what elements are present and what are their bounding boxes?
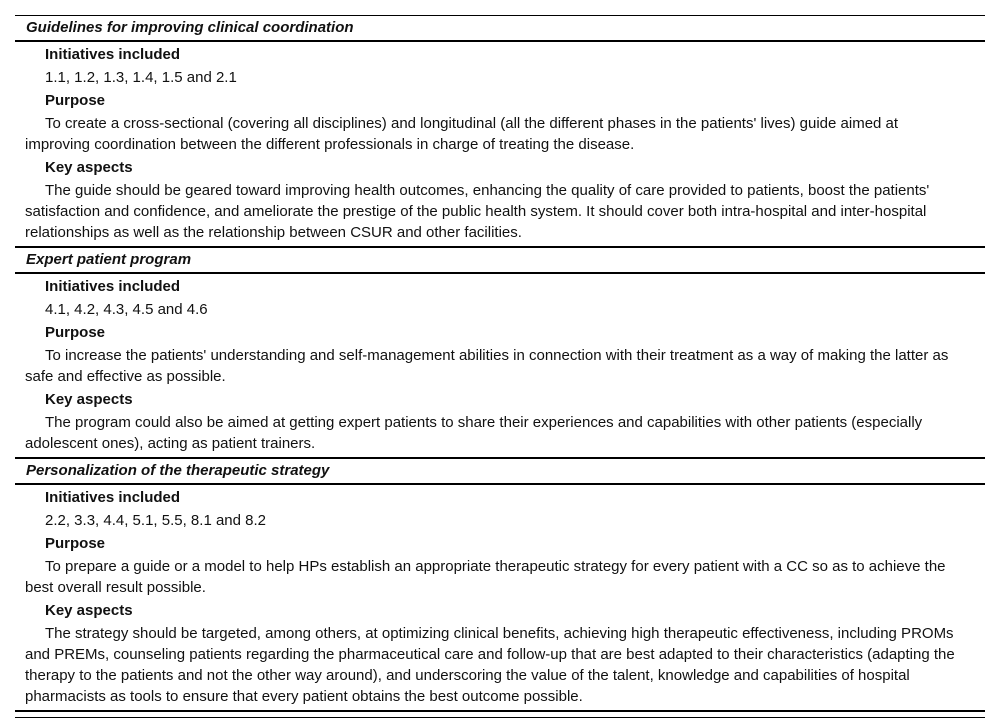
section-body bbox=[15, 487, 985, 712]
table-bottom-rule bbox=[15, 717, 985, 718]
purpose-label: Purpose bbox=[45, 535, 106, 552]
section-title: Expert patient program bbox=[15, 248, 985, 274]
key-aspects-label: Key aspects bbox=[45, 602, 133, 619]
purpose-text: To prepare a guide or a model to help HPs establish an appropriate therapeutic strategy for every patient with a CC so as to achieve the best overall result possible. bbox=[25, 558, 946, 596]
purpose-label: Purpose bbox=[45, 92, 106, 109]
initiatives-value: 2.2, 3.3, 4.4, 5.1, 5.5, 8.1 and 8.2 bbox=[45, 512, 267, 529]
section-body bbox=[15, 44, 985, 248]
initiatives-table bbox=[15, 15, 985, 718]
initiatives-label: Initiatives included bbox=[45, 46, 181, 63]
purpose-label: Purpose bbox=[45, 324, 106, 341]
purpose-text: To increase the patients' understanding and self-management abilities in connection with their treatment as a way of making the latter as safe and effective as possible. bbox=[25, 347, 949, 385]
initiatives-value: 1.1, 1.2, 1.3, 1.4, 1.5 and 2.1 bbox=[45, 69, 237, 86]
key-aspects-label: Key aspects bbox=[45, 391, 133, 408]
initiatives-value: 4.1, 4.2, 4.3, 4.5 and 4.6 bbox=[45, 301, 208, 318]
key-aspects-text: The strategy should be targeted, among others, at optimizing clinical benefits, achieving high therapeutic effectiveness, including PROMs and PREMs, counseling patients regarding the pharmaceutical care and follow-up that are best adapted to their characteristics (adapting the therapy to the patients and not the other way around), and underscoring the value of the talent, knowledge and capabilities of hospital pharmacists as tools to ensure that every patient obtains the best outcome possible. bbox=[25, 625, 955, 705]
section-body bbox=[15, 276, 985, 459]
section-title: Personalization of the therapeutic strategy bbox=[15, 459, 985, 485]
key-aspects-text: The guide should be geared toward improving health outcomes, enhancing the quality of care provided to patients, boost the patients' satisfaction and confidence, and ameliorate the prestige of the public health system. It should cover both intra-hospital and inter-hospital relationships as well as the relationship between CSUR and other facilities. bbox=[25, 182, 930, 241]
key-aspects-text: The program could also be aimed at getting expert patients to share their experiences and capabilities with other patients (especially adolescent ones), acting as patient trainers. bbox=[25, 414, 923, 452]
initiatives-label: Initiatives included bbox=[45, 278, 181, 295]
key-aspects-label: Key aspects bbox=[45, 159, 133, 176]
purpose-text: To create a cross-sectional (covering all disciplines) and longitudinal (all the different phases in the patients' lives) guide aimed at improving coordination between the different professionals in charge of treating the disease. bbox=[25, 115, 899, 153]
initiatives-label: Initiatives included bbox=[45, 489, 181, 506]
section-title: Guidelines for improving clinical coordination bbox=[15, 16, 985, 42]
